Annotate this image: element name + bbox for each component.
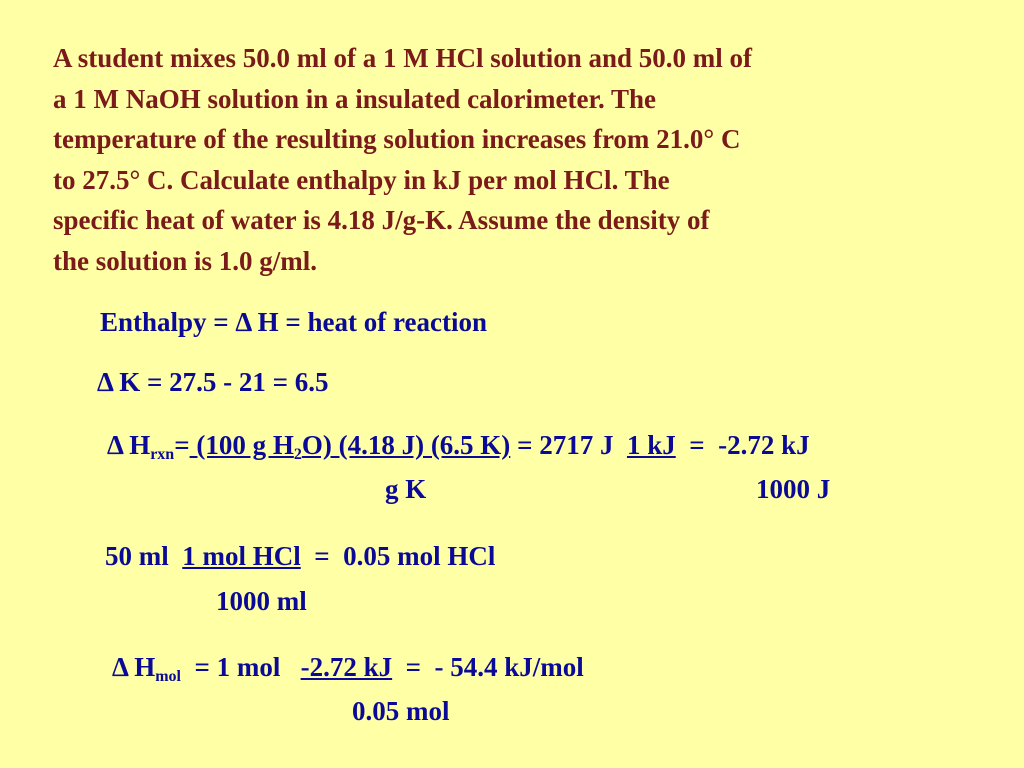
- moles-numerator: 1 mol HCl: [182, 541, 301, 571]
- hrxn-equals: =: [174, 430, 190, 460]
- temperature-change: Δ K = 27.5 - 21 = 6.5: [97, 367, 329, 397]
- hrxn-symbol: Δ H: [107, 430, 151, 460]
- moles-denominator: 1000 ml: [216, 586, 307, 616]
- problem-line: a 1 M NaOH solution in a insulated calorimeter. The: [53, 83, 657, 114]
- hrxn-numerator: [189, 430, 511, 463]
- problem-line: temperature of the resulting solution increases from 21.0° C: [53, 124, 741, 154]
- problem-line: A student mixes 50.0 ml of a 1 M HCl solution and 50.0 ml of: [53, 43, 753, 73]
- problem-line: the solution is 1.0 g/ml.: [53, 245, 318, 276]
- moles-prefix: 50 ml: [105, 541, 183, 571]
- water-subscript: 2: [293, 446, 302, 463]
- hmol-subscript: mol: [155, 668, 181, 685]
- conversion-numerator: 1 kJ: [626, 430, 676, 460]
- heat-of-reaction-equation: [107, 430, 810, 461]
- hmol-result: = - 54.4 kJ/mol: [392, 652, 584, 682]
- problem-line: specific heat of water is 4.18 J/g-K. Assume the density of: [53, 205, 710, 235]
- hrxn-numerator-part: O) (4.18 J) (6.5 K): [301, 430, 511, 460]
- hrxn-numerator-part: (100 g H: [189, 430, 294, 460]
- problem-line: to 27.5° C. Calculate enthalpy in kJ per mol HCl. The: [53, 164, 670, 195]
- hmol-denominator: 0.05 mol: [352, 696, 450, 726]
- conversion-denominator: 1000 J: [756, 474, 831, 504]
- moles-result: = 0.05 mol HCl: [300, 541, 496, 571]
- moles-equation: [105, 541, 495, 572]
- hrxn-answer: = -2.72 kJ: [675, 430, 810, 460]
- hmol-numerator: -2.72 kJ: [300, 652, 393, 682]
- enthalpy-definition: Enthalpy = Δ H = heat of reaction: [100, 307, 487, 337]
- hrxn-subscript: rxn: [150, 446, 175, 463]
- molar-enthalpy-equation: [112, 652, 584, 683]
- hmol-symbol: Δ H: [112, 652, 156, 682]
- hrxn-result: = 2717 J: [510, 430, 627, 460]
- problem-statement: [53, 38, 1003, 281]
- hmol-mid: = 1 mol: [180, 652, 301, 682]
- hrxn-denominator: g K: [385, 474, 427, 504]
